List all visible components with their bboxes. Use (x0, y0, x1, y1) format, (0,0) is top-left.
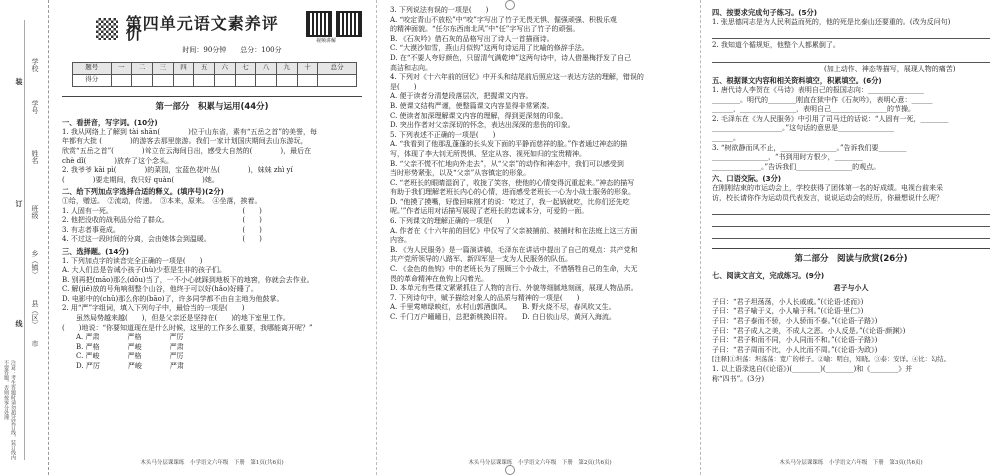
question-line: 共产党所领导的八路军、新四军是一支为人民服务的队伍。 (390, 255, 572, 264)
question-line: D. 本单元有些课文紧紧抓住了人物的言行、外貌等细腻地刻画，展现人物品质。 (390, 284, 638, 293)
question-line: D. 突出作者对父亲深切的怀念，表达出深深的悲伤的印象。 (390, 121, 575, 130)
passage-line: 子曰：“君子喻于义，小人喻于利。”(《论语·里仁》) (712, 307, 864, 316)
question-line: 1. 以上语录选自(《论语》)(________)(________)和《________》并 (712, 365, 913, 374)
answer-option: C. 严峻 (76, 352, 100, 361)
question-line: 2. 我爷爷 kāi pì( )的菜园，宝蓝色花叶丛( )，妹妹 zhì yí (62, 166, 293, 175)
score-cell[interactable] (194, 74, 215, 86)
question-line: 是( ) (390, 82, 417, 91)
question-line: ______________。”告诉我们________________的观点。 (712, 162, 881, 171)
answer-option: 严厉 (169, 333, 184, 342)
score-cell[interactable] (111, 74, 132, 86)
question-line: 在刚刚结束的市运动会上，学校获得了团体第一名的好成绩。电视台前来采 (712, 183, 943, 192)
section-1-heading: 一、看拼音，写字词。(10分) (62, 118, 158, 128)
question-line: C. 千门万户曈曈日，总把新桃换旧符。 D. 白日依山尽，黄河入海流。 (390, 313, 616, 321)
part-1-heading: 第一部分 积累与运用(44分) (62, 96, 362, 113)
score-header-cell: 三 (152, 62, 173, 74)
question-line: B. 别再把(māo)那么(dǒu)当了，一不小心就踩到地板下的地窖，你就会去作业。 (62, 275, 314, 284)
section-4-heading: 四、按要求完成句子练习。(5分) (712, 8, 818, 17)
answer-option: 严格 (127, 352, 142, 361)
question-line: C. “老班长的眼睛湿润了，收拢了笑容，使他的心情变得沉重起来。”神态的描写 (390, 178, 635, 187)
question-line: 3. “树欲静而风不止，________________。”告诉我们要________ (712, 143, 907, 152)
question-line: 3. 下列说法有误的一项是( ) (390, 6, 489, 14)
score-header-cell: 题号 (73, 62, 112, 74)
question-line: 访，校长请你作为运动员代表发言，说说运动会的经历，你最想说什么呢？ (712, 193, 943, 202)
page-2 (390, 0, 690, 475)
question-line: ________。明代的________刚直在狱中作《石灰吟》，表明心意：______ (712, 95, 933, 104)
column-divider (700, 0, 702, 475)
question-line: D. 在“不要人夸好颜色，只留清气满乾坤”这两句诗中，诗人借墨梅抒发了自己 (390, 53, 631, 62)
question-line: C. “大漠沙如雪，燕山月似钩”这两句诗运用了比喻的修辞手法。 (390, 44, 589, 53)
question-line: 4. 不过这一段时间的分离，会由她体会到温暖。 ( ) (62, 235, 262, 244)
question-line: 呢。’”作者运用对话描写展现了老班长的忠诚本分，可爱的一面。 (390, 207, 589, 216)
label-school: 学校 (31, 58, 39, 72)
question-line: A. 便于读者分清楚段落层次，把握课文内容。 (390, 92, 533, 101)
question-line: A. “我看到了他那乱蓬蓬的长头发下面的平静而慈祥的脸。”作者通过神态的描 (390, 140, 628, 149)
question-line: A. 大人们总是告诫小孩子(hù)少惹是生非的孩子们。 (62, 266, 226, 275)
answer-option: D. 严厉 (76, 362, 100, 371)
passage-line: 子曰：“君子周而不比，小人比而不周。”(《论语·为政》) (712, 345, 878, 354)
score-cell[interactable] (132, 74, 153, 86)
section-3-heading: 三、选择题。(14分) (62, 246, 129, 256)
part-2-heading: 第二部分 阅读与欣赏(26分) (712, 248, 990, 265)
question-line: 1. 张思德同志是为人民利益而死的，他的死是比泰山还要重的。(改为反问句) (712, 17, 951, 26)
answer-option-row[interactable] (62, 362, 362, 372)
label-class: 班级 (31, 205, 39, 219)
answer-option: 严峻 (127, 362, 142, 371)
page-footer: 木头马分层课课练 小学语文六年级 下册 第3页(共6页) (779, 460, 923, 467)
score-header-cell: 七 (235, 62, 256, 74)
score-header-cell: 六 (214, 62, 235, 74)
score-header-cell: 五 (194, 62, 215, 74)
label-town: 乡（镇） (31, 250, 39, 278)
answer-line[interactable] (712, 205, 990, 215)
question-line: 1. 人固有一死。 ( ) (62, 206, 262, 215)
passage-line: 子曰：“君子坦荡荡，小人长戚戚。”(《论语·述而》) (712, 297, 864, 306)
question-line: 高洁和志向。 (390, 63, 432, 72)
question-line: 7. 下列诗句中，赋予描绘对象人的品质与精神的一项是( ) (390, 293, 580, 302)
binding-warning: 注意：考生答题时请勿超过装订线，装订线内不要答题，否则按零分处理 (3, 360, 16, 460)
question-line: 3. 有志者事竟成。 ( ) (62, 225, 262, 234)
label-city: 市 (31, 340, 39, 347)
question-line: 写，体现了李大钊无所畏惧、坚定从容、视死如归的宝贵精神。 (390, 149, 586, 158)
exam-time: 时间：90分钟 总分：100分 (182, 46, 282, 54)
score-header-cell: 十 (297, 62, 318, 74)
score-header-cell: 八 (256, 62, 277, 74)
passage-title: 君子与小人 (833, 284, 869, 293)
column-divider (376, 0, 378, 475)
label-name: 姓名 (31, 150, 39, 164)
answer-option: 严肃 (169, 342, 184, 351)
score-header-cell: 二 (132, 62, 153, 74)
score-header-cell: 四 (173, 62, 194, 74)
question-line: D. 电影中的(chǔ)那么你的(bāo)了，许多同学都不由自主地为他鼓掌。 (62, 294, 284, 303)
question-line: B. “父亲不慌不忙地向外走去”，从“父亲”的动作和神态中，我们可以感受到 (390, 159, 624, 168)
section-2-heading: 二、给下列加点字选择合适的释义。(填序号)(2分) (62, 187, 224, 197)
passage-line: 子曰：“君子泰而不骄，小人骄而不泰。”(《论语·子路》) (712, 317, 878, 326)
answer-option: 严格 (127, 333, 142, 342)
score-table (72, 62, 357, 87)
score-cell[interactable] (297, 74, 318, 86)
score-cell[interactable] (235, 74, 256, 86)
label-number: 学号 (31, 100, 39, 114)
question-line: A. 作者在《十六年前的回忆》中仅写了父亲被捕前、被捕时和在法庭上这三方面 (390, 226, 638, 235)
score-header-cell: 一 (111, 62, 132, 74)
qr-code-group (302, 11, 362, 47)
question-line: B. 使课文结构严谨，使整篇课文内容显得非常紧凑。 (390, 101, 554, 110)
answer-option-row[interactable] (62, 333, 362, 343)
score-cell[interactable] (256, 74, 277, 86)
answer-line[interactable] (712, 229, 990, 239)
question-line: A. 千里莺啼绿映红，水村山郭酒旗风。 B. 野火烧不尽，春风吹又生。 (390, 303, 616, 312)
question-line: ______。 (712, 133, 740, 142)
qr-caption: 视频讲解 (315, 38, 336, 45)
page-1 (62, 0, 362, 475)
question-line: 6. 下列课文的理解正确的一项是( ) (390, 217, 510, 226)
answer-option: 严肃 (169, 362, 184, 371)
page-footer: 木头马分层课课练 小学语文六年级 下册 第2页(共6页) (468, 460, 612, 467)
page-3 (712, 0, 990, 475)
question-line: 畏的革命精神在鱼钩上闪着光。 (390, 274, 488, 283)
question-line: D. “他摸了摸嘴，好像回味刚才的说：‘吃过了，我一起锅就吃，比你们还先吃 (390, 197, 630, 206)
passage-line: 子曰：“君子成人之美，不成人之恶。小人反是。”(《论语·颜渊》) (712, 326, 906, 335)
question-line: B. 《为人民服务》是一篇演讲稿，毛泽东在讲话中提出了自己的观点：共产党和 (390, 245, 638, 254)
question-line: 2. 毛泽东在《为人民服务》中引用了司马迁的话说：“人固有一死，________ (712, 114, 949, 123)
answer-option-row[interactable] (62, 352, 362, 362)
question-line: 的精神面貌。“任尔东西南北风”中“任”字写出了竹子的顽强。 (390, 25, 580, 34)
question-line: B. 《石灰吟》借石灰的品格写出了诗人一首描画诗。 (390, 34, 554, 43)
answer-option: 严峻 (127, 342, 142, 351)
answer-line[interactable] (712, 29, 990, 39)
question-line: 1. 我从网络上了解到 tài shān( )位于山东省，素有“五岳之首”的美誉，每 (62, 127, 317, 136)
binding-margin (0, 0, 49, 475)
question-line: 2. 我知道个循规矩，他整个人都累倒了。 (712, 41, 840, 50)
question-line: (加上动作、神态等描写，展现人物的痛苦) (712, 64, 956, 73)
question-line: C. 使读者加深理解课文内容的理解，得到更深刻的印象。 (390, 111, 568, 120)
question-line: 虽然局势越来越( )，但是父亲还是坚持在( )的地下室里工作。 (62, 314, 290, 323)
answer-line[interactable] (712, 53, 990, 63)
question-line: ______，________________，表明自己________________的节操。 (712, 105, 915, 114)
qr-code-icon[interactable] (336, 11, 362, 37)
binding-line (24, 20, 25, 460)
section-7-heading: 七、阅读文言文，完成练习。(9分) (712, 270, 825, 280)
answer-option: 严厉 (169, 352, 184, 361)
passage-line: 子曰：“君子和而不同，小人同而不和。”(《论语·子路》) (712, 336, 878, 345)
annotation-notes: [注释]①坦荡：坦荡荡：宽广的样子。②喻：明白，知晓。③泰：安详。④比：勾结。 (712, 356, 950, 364)
question-line: 内容。 (390, 236, 411, 245)
question-line: ( )地说：“你要知道现在是什么时候，这里的工作多么重要，我哪能离开呢？” (62, 323, 313, 332)
score-cell[interactable] (276, 74, 297, 86)
question-line: 1. 下列加点字的读音完全正确的一项是( ) (62, 256, 203, 265)
question-line: 欣赏“五岳之首”( )耸立在云海间日出，感受大自然的( )，最后在 (62, 146, 312, 155)
score-header-cell: 总分 (318, 62, 357, 74)
checker-decoration-icon (96, 18, 118, 40)
question-line: ( )要走期间，我只好 quàn( )她。 (62, 175, 219, 184)
question-line: 当时形势紧张，以及“父亲”从容镇定的形象。 (390, 169, 531, 178)
score-cell[interactable]: 得分 (73, 74, 112, 86)
question-line: C. 解(jiě)放的号角响彻整个山谷，他终于可以好(hǎo)好睡了。 (62, 285, 258, 294)
question-line: 2. 他把没收的战利品分给了群众。 ( ) (62, 216, 262, 225)
question-line: ________________，“书到用时方恨少，________ (712, 153, 863, 162)
qr-code-icon[interactable] (306, 11, 332, 37)
question-line: C. 《金色的鱼钩》中的老班长为了照顾三个小战士，不惜牺牲自己的生命，大无 (390, 265, 638, 274)
section-6-heading: 六、口语交际。(3分) (712, 174, 782, 184)
question-line: ①给，赠送。 ②流动，传递。 ③本来，原来。 ④坐落，挨着。 (62, 196, 262, 205)
answer-option-row[interactable] (62, 343, 362, 353)
question-line: 称“四书”。(3分) (712, 374, 765, 383)
question-line: 有助于我们理解老班长内心的心情，进而感受老班长一心为小战士服务的形象。 (390, 188, 635, 197)
exam-header (62, 8, 362, 50)
page-footer: 木头马分层课课练 小学语文六年级 下册 第1页(共6页) (140, 460, 284, 467)
score-cell[interactable] (173, 74, 194, 86)
question-line: 5. 下列表述不正确的一项是( ) (390, 130, 496, 139)
score-cell[interactable] (318, 74, 357, 86)
score-cell[interactable] (214, 74, 235, 86)
answer-option: B. 严格 (76, 342, 100, 351)
score-header-cell: 九 (276, 62, 297, 74)
question-line: chè dǐ( )放弃了这个念头。 (62, 156, 173, 165)
score-cell[interactable] (152, 74, 173, 86)
question-line: 1. 唐代诗人李贺在《马诗》表明自己的报国志向：________________ (712, 85, 924, 94)
exam-title: 第四单元语文素养评价 (125, 14, 279, 43)
answer-option: A. 严肃 (76, 333, 100, 342)
question-line: 年都有大批 ( )的游客去那里旅游。我们一家计划国庆期间去山东游玩， (62, 137, 308, 146)
note-ding: 订 (15, 200, 24, 207)
question-line: 2. 用“严”字组词，填入下列句子中，最恰当的一项是( ) (62, 304, 245, 313)
question-line: ____________________。”这句话的意思是________________ (712, 124, 895, 133)
question-line: 4. 下列对《十六年前的回忆》中开头和结尾前后照应这一表达方法的理解，错误的 (390, 73, 644, 82)
note-xian: 线 (15, 320, 24, 327)
section-5-heading: 五、根据课文内容和相关资料填空，积累填空。(6分) (712, 76, 882, 86)
note-zhuang: 装 (15, 78, 24, 85)
answer-line[interactable] (712, 217, 990, 227)
question-line: A. “咬定青山不放松”中“咬”字写出了竹子无畏无惧、倔强顽强、积极乐观 (390, 15, 617, 24)
label-county: 县（区） (31, 300, 39, 328)
